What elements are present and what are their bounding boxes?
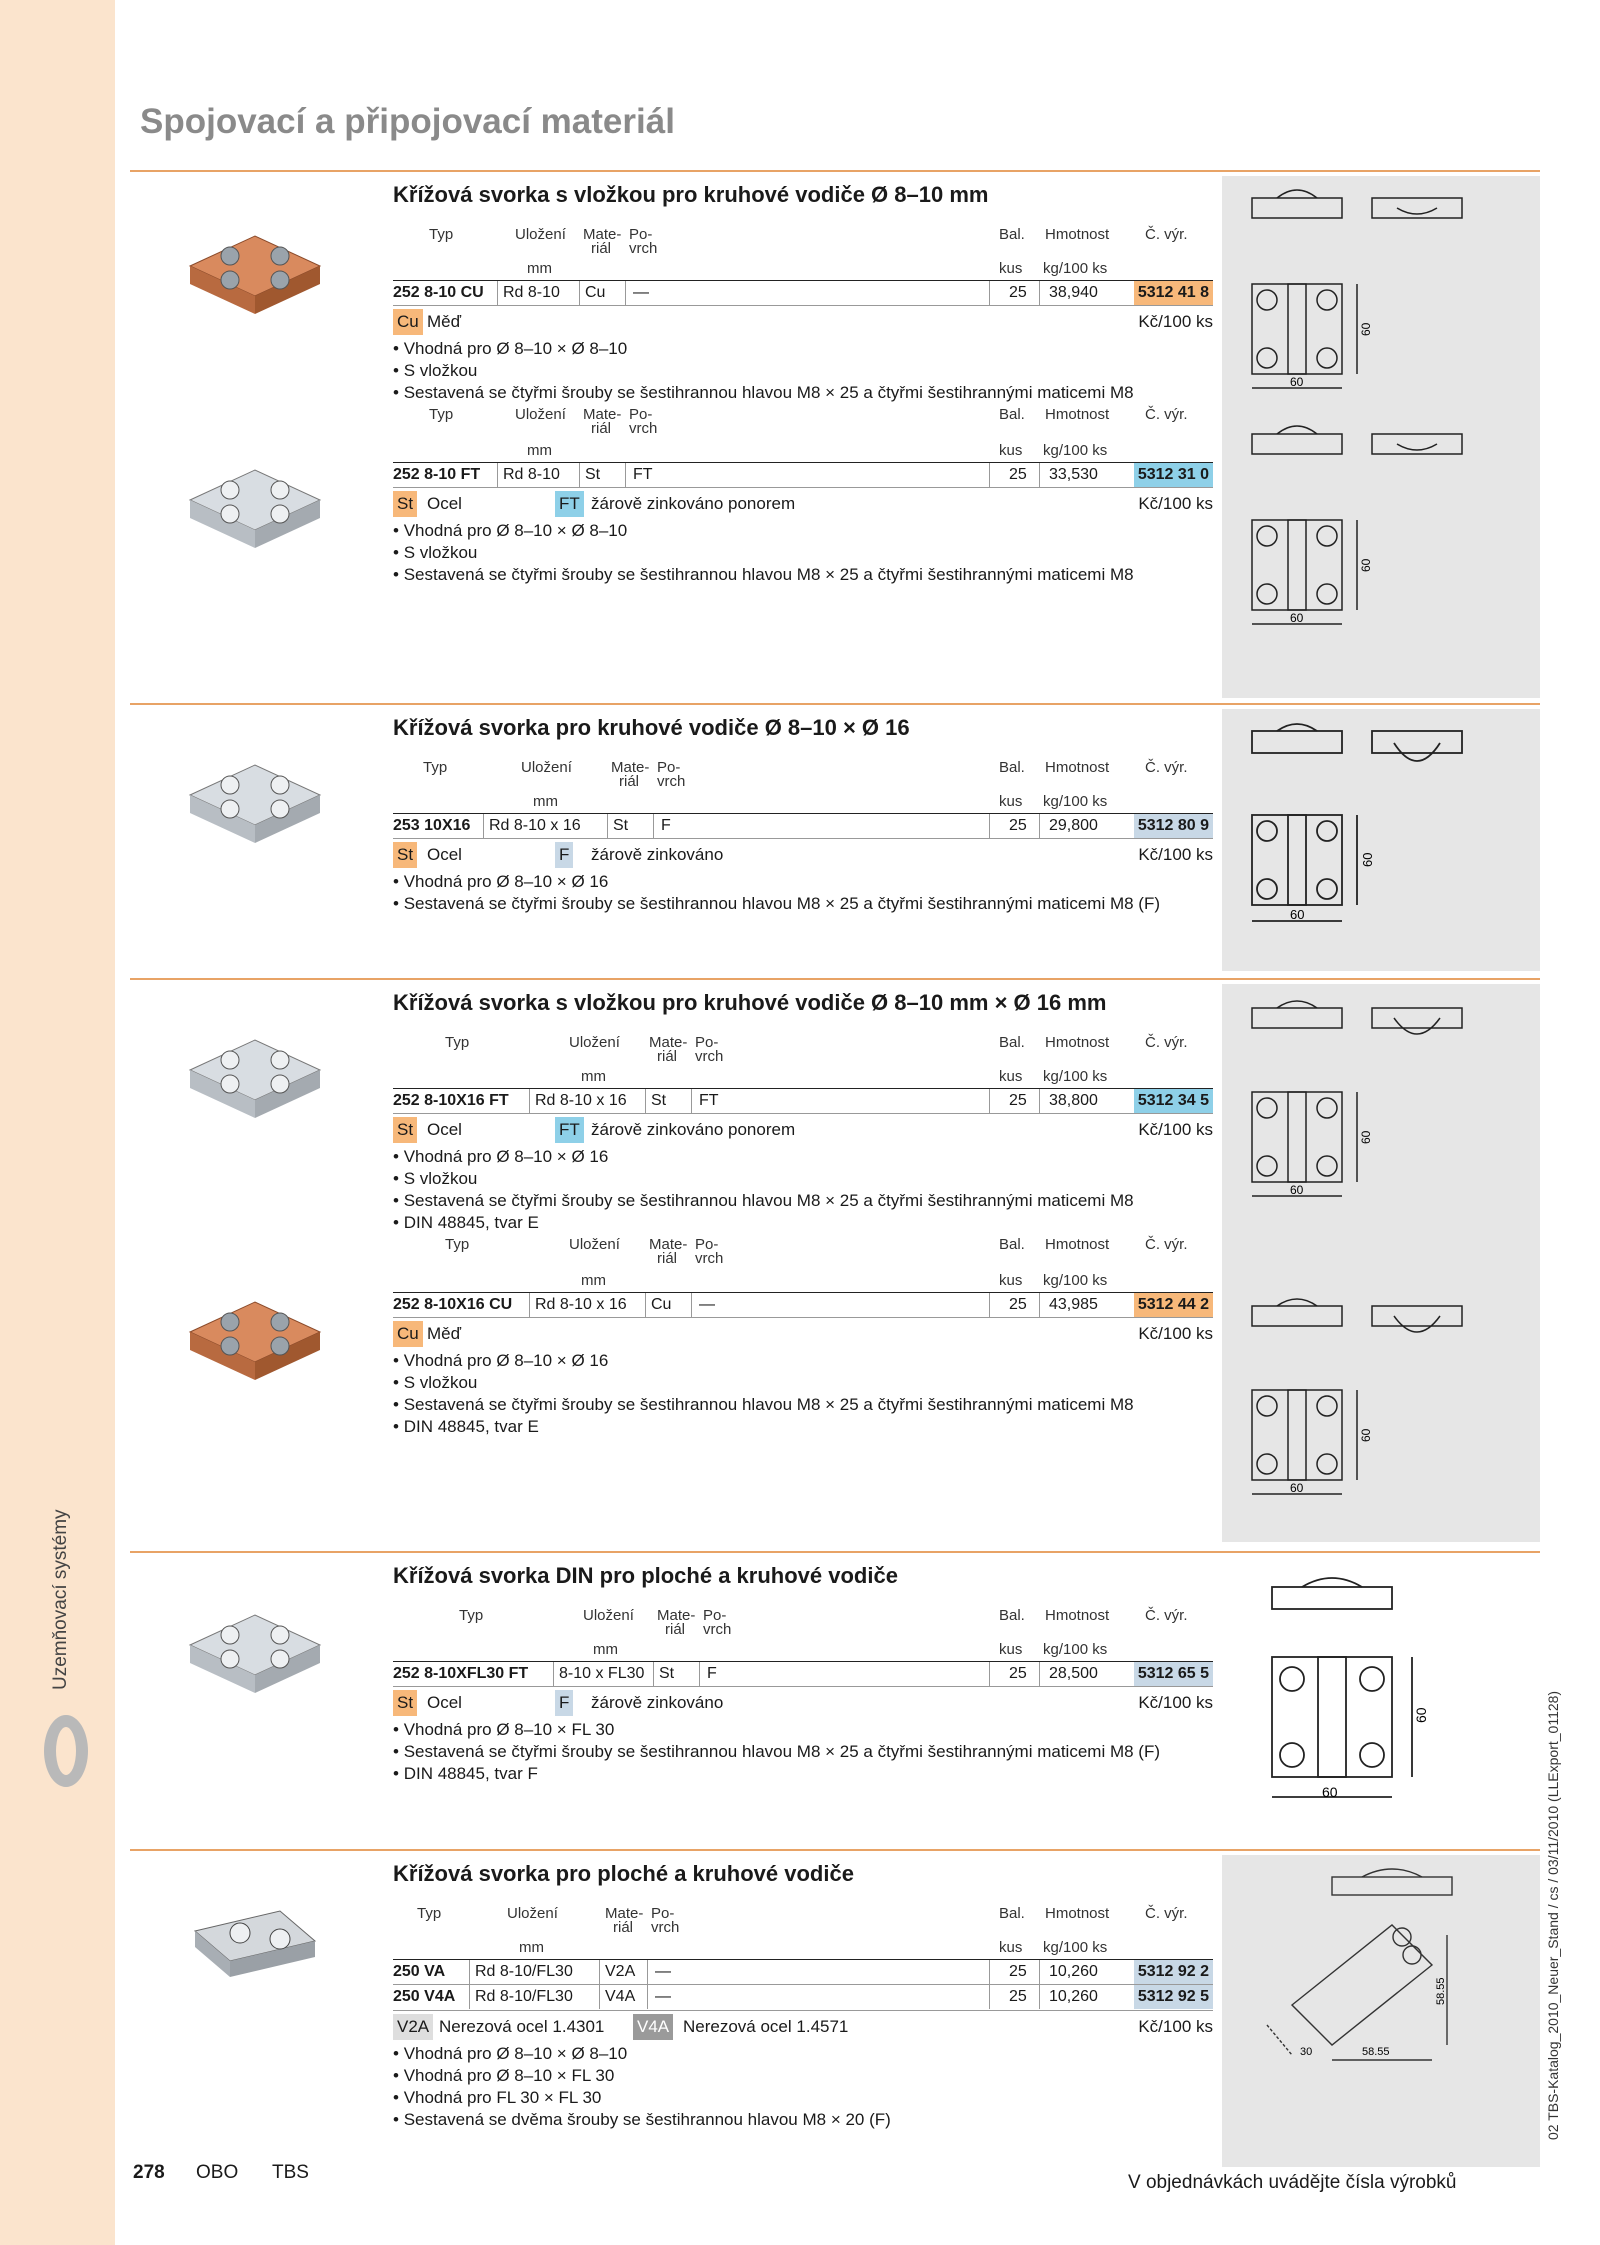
section-title: Křížová svorka pro kruhové vodiče Ø 8–10 × Ø 16: [393, 715, 910, 740]
article-number: 5312 44 2: [1134, 1293, 1213, 1317]
svg-text:60: 60: [1290, 1481, 1304, 1495]
table-row: 252 8-10XFL30 FT 8-10 x FL30 St F 25 28,500 5312 65 5: [393, 1661, 1213, 1687]
table-header: Typ Uložení Mate- riál Po- vrch Bal. Hmotnost Č. výr. mm kus kg/100 ks: [459, 1607, 1188, 1658]
technical-drawing-panel: [1222, 1855, 1540, 2167]
left-sidebar-band: [0, 0, 115, 2245]
svg-text:60: 60: [1290, 611, 1304, 625]
footer-note: V objednávkách uvádějte čísla výrobků: [1128, 2172, 1457, 2193]
article-number: 5312 65 5: [1134, 1662, 1213, 1686]
table-header: Typ Uložení Mate- riál Po- vrch Bal. Hmotnost Č. výr. mm kus kg/100 ks: [417, 1905, 1188, 1956]
document-code: 02 TBS-Katalog_2010_Neuer_Stand / cs / 03/11/2010 (LLExport_01128): [1545, 1690, 1561, 2140]
clamp-photo-steel: [170, 1575, 340, 1715]
clamp-photo-stainless: [170, 1871, 340, 2011]
page-title: Spojovací a připojovací materiál: [140, 102, 675, 141]
svg-text:60: 60: [1290, 1183, 1304, 1197]
feature-list: • Vhodná pro Ø 8–10 × Ø 16 • S vložkou • Sestavená se čtyřmi šrouby se šestihrannou hlavou M8 × 25 a čtyřmi šestihrannými maticemi M8 • DIN 48845, tvar E: [393, 1350, 1213, 1438]
feature-list: • Vhodná pro Ø 8–10 × Ø 8–10 • S vložkou • Sestavená se čtyřmi šrouby se šestihrannou hlavou M8 × 25 a čtyřmi šestihrannými maticemi M8: [393, 338, 1213, 404]
section-4: [130, 1551, 1540, 1846]
table-row: 252 8-10 FT Rd 8-10 St FT 25 33,530 5312 31 0: [393, 462, 1213, 488]
svg-text:60: 60: [1290, 375, 1304, 389]
table-header: Typ Uložení Mate- riál Po- vrch Bal. Hmotnost Č. výr. mm kus kg/100 ks: [445, 1034, 1188, 1085]
footer-product-line: TBS: [272, 2162, 309, 2183]
article-number: 5312 31 0: [1134, 463, 1213, 487]
svg-text:58.55: 58.55: [1362, 2046, 1390, 2058]
article-number: 5312 41 8: [1134, 281, 1213, 305]
section-5: [130, 1849, 1540, 2169]
page-number: 278: [133, 2162, 165, 2183]
feature-list: • Vhodná pro Ø 8–10 × FL 30 • Sestavená se čtyřmi šrouby se šestihrannou hlavou M8 × 25 a čtyřmi šestihrannými maticemi M8 (F) • DIN 48845, tvar F: [393, 1719, 1213, 1785]
clamp-photo-steel: [170, 725, 340, 865]
table-row: 250 VA Rd 8-10/FL30 V2A — 25 10,260 5312 92 2: [393, 1959, 1213, 1985]
section-title: Křížová svorka s vložkou pro kruhové vodiče Ø 8–10 mm: [393, 182, 989, 207]
svg-text:60: 60: [1322, 1784, 1338, 1800]
section-title: Křížová svorka pro ploché a kruhové vodiče: [393, 1861, 854, 1886]
material-row: St Ocel F žárově zinkováno Kč/100 ks: [393, 839, 1213, 871]
svg-text:60: 60: [1359, 1428, 1373, 1442]
technical-drawing-panel: [1222, 709, 1540, 971]
table-header: Typ Uložení Mate- riál Po- vrch Bal. Hmotnost Č. výr. mm kus kg/100 ks: [429, 406, 1188, 459]
table-row: 252 8-10 CU Rd 8-10 Cu — 25 38,940 5312 41 8: [393, 280, 1213, 306]
clamp-photo-steel: [170, 1000, 340, 1140]
table-header: Typ Uložení Mate- riál Po- vrch Bal. Hmotnost Č. výr. mm kus kg/100 ks: [445, 1236, 1188, 1289]
svg-text:60: 60: [1359, 558, 1373, 572]
material-row: Cu Měď Kč/100 ks: [393, 306, 1213, 338]
svg-text:60: 60: [1359, 322, 1373, 336]
svg-text:60: 60: [1359, 1130, 1373, 1144]
section-title: Křížová svorka s vložkou pro kruhové vodiče Ø 8–10 mm × Ø 16 mm: [393, 990, 1107, 1015]
article-number: 5312 92 2: [1134, 1960, 1213, 1984]
feature-list: • Vhodná pro Ø 8–10 × Ø 8–10 • S vložkou • Sestavená se čtyřmi šrouby se šestihrannou hlavou M8 × 25 a čtyřmi šestihrannými maticemi M8: [393, 520, 1213, 586]
table-row: 252 8-10X16 CU Rd 8-10 x 16 Cu — 25 43,985 5312 44 2: [393, 1292, 1213, 1318]
feature-list: • Vhodná pro Ø 8–10 × Ø 8–10 • Vhodná pro Ø 8–10 × FL 30 • Vhodná pro FL 30 × FL 30 • Sestavená se dvěma šrouby se šestihrannou hlavou M8 × 20 (F): [393, 2043, 1213, 2131]
clamp-photo-copper: [170, 196, 340, 336]
footer-brand: OBO: [196, 2162, 239, 2183]
svg-text:60: 60: [1413, 1707, 1429, 1723]
clamp-photo-steel: [170, 430, 340, 570]
table-header: Typ Uložení Mate- riál Po- vrch Bal. Hmotnost Č. výr. mm kus kg/100 ks: [429, 226, 1188, 277]
technical-drawing-panel: [1222, 1557, 1540, 1842]
table-row: 252 8-10X16 FT Rd 8-10 x 16 St FT 25 38,800 5312 34 5: [393, 1088, 1213, 1114]
clamp-photo-copper: [170, 1262, 340, 1402]
material-row: St Ocel FT žárově zinkováno ponorem Kč/100 ks: [393, 1114, 1213, 1146]
section-title: Křížová svorka DIN pro ploché a kruhové vodiče: [393, 1563, 898, 1588]
svg-text:30: 30: [1300, 2046, 1313, 2058]
material-row: Cu Měď Kč/100 ks: [393, 1318, 1213, 1350]
svg-text:60: 60: [1360, 852, 1375, 867]
material-row: V2A Nerezová ocel 1.4301 V4A Nerezová ocel 1.4571 Kč/100 ks: [393, 2011, 1213, 2043]
section-2: [130, 703, 1540, 975]
material-row: St Ocel FT žárově zinkováno ponorem Kč/100 ks: [393, 488, 1213, 520]
table-row: 253 10X16 Rd 8-10 x 16 St F 25 29,800 5312 80 9: [393, 813, 1213, 839]
feature-list: • Vhodná pro Ø 8–10 × Ø 16 • Sestavená se čtyřmi šrouby se šestihrannou hlavou M8 × 25 a čtyřmi šestihrannými maticemi M8 (F): [393, 871, 1213, 915]
table-row: 250 V4A Rd 8-10/FL30 V4A — 25 10,260 5312 92 5: [393, 1985, 1213, 2011]
feature-list: • Vhodná pro Ø 8–10 × Ø 16 • S vložkou • Sestavená se čtyřmi šrouby se šestihrannou hlavou M8 × 25 a čtyřmi šestihrannými maticemi M8 • DIN 48845, tvar E: [393, 1146, 1213, 1234]
technical-drawing-panel: [1222, 176, 1540, 698]
section-1: [130, 170, 1540, 700]
svg-text:58.55: 58.55: [1435, 1977, 1447, 2005]
chapter-ring-icon: [44, 1715, 88, 1787]
svg-text:60: 60: [1290, 907, 1305, 922]
section-3: [130, 978, 1540, 1548]
table-header: Typ Uložení Mate- riál Po- vrch Bal. Hmotnost Č. výr. mm kus kg/100 ks: [423, 759, 1188, 810]
technical-drawing-panel: [1222, 984, 1540, 1542]
article-number: 5312 34 5: [1134, 1089, 1213, 1113]
article-number: 5312 80 9: [1134, 814, 1213, 838]
material-row: St Ocel F žárově zinkováno Kč/100 ks: [393, 1687, 1213, 1719]
side-chapter-label: [50, 1670, 72, 1690]
article-number: 5312 92 5: [1134, 1985, 1213, 2009]
